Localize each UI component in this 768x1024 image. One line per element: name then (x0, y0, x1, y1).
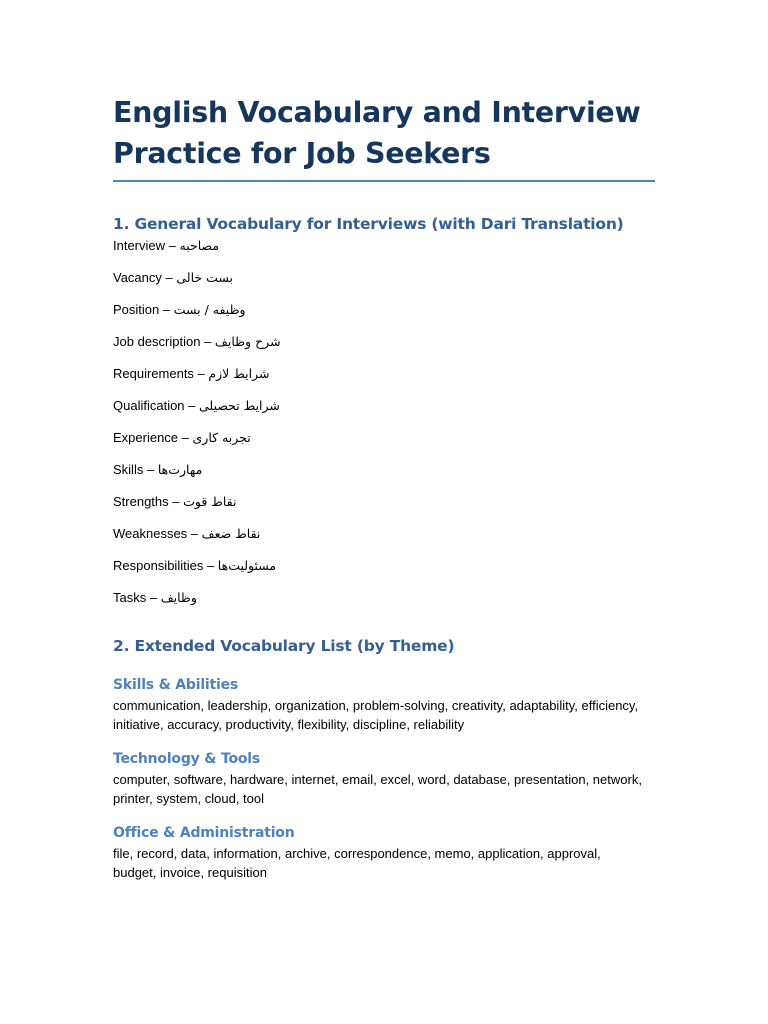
vocab-item (113, 334, 655, 350)
vocab-dari: وظایف (160, 590, 197, 605)
title-underline (113, 180, 655, 182)
vocab-item (113, 398, 655, 414)
vocab-item (113, 526, 655, 542)
vocab-dari: نقاط ضعف (201, 526, 261, 541)
vocab-english: Tasks (113, 590, 147, 605)
vocab-english: Skills (113, 462, 144, 477)
vocab-item (113, 302, 655, 318)
vocab-english: Interview (113, 238, 166, 253)
vocab-separator: – (187, 526, 202, 541)
vocab-english: Qualification (113, 398, 185, 413)
vocab-item (113, 270, 655, 286)
vocab-dari: تجربه کاری (192, 430, 251, 445)
vocab-separator: – (178, 430, 193, 445)
vocab-item (113, 590, 655, 606)
vocab-separator: – (161, 270, 177, 285)
vocab-separator: – (159, 302, 174, 317)
vocab-item (113, 494, 655, 510)
theme-heading-skills: Skills & Abilities (113, 677, 239, 693)
vocab-separator: – (143, 462, 158, 477)
vocab-dari: شرح وظایف (214, 334, 281, 349)
vocab-dari: مصاحبه (179, 238, 220, 253)
vocab-dari: مهارت‌ها (157, 462, 203, 477)
vocab-dari: وظیفه / بست (173, 302, 246, 317)
vocab-separator: – (193, 366, 209, 381)
vocab-dari: بست خالی (176, 270, 234, 285)
vocab-english: Position (113, 302, 160, 317)
theme-words-office: file, record, data, information, archive, correspondence, memo, application, approval, budget, invoice, requisition (113, 846, 601, 880)
general-vocabulary-list (113, 238, 655, 606)
vocab-separator: – (203, 558, 218, 573)
document-title: English Vocabulary and Interview Practice for Job Seekers (113, 96, 641, 170)
vocab-english: Requirements (113, 366, 194, 381)
vocab-separator: – (165, 238, 180, 253)
vocab-separator: – (168, 494, 184, 509)
document-page (113, 92, 655, 882)
vocab-english: Responsibilities (113, 558, 204, 573)
vocab-item (113, 366, 655, 382)
theme-heading-technology: Technology & Tools (113, 751, 261, 767)
section-1-heading: 1. General Vocabulary for Interviews (with Dari Translation) (113, 215, 624, 233)
theme-words-technology: computer, software, hardware, internet, email, excel, word, database, presentation, network, printer, system, cloud, tool (113, 772, 642, 806)
theme-heading-office: Office & Administration (113, 825, 295, 841)
vocab-dari: نقاط قوت (183, 494, 237, 509)
vocab-item (113, 462, 655, 478)
vocab-dari: شرایط تحصیلی (199, 398, 280, 413)
vocab-english: Weaknesses (113, 526, 188, 541)
vocab-english: Experience (113, 430, 179, 445)
vocab-separator: – (200, 334, 215, 349)
theme-words-skills: communication, leadership, organization, problem-solving, creativity, adaptability, efficiency, initiative, accuracy, productivity, flexibility, discipline, reliability (113, 698, 639, 732)
vocab-separator: – (184, 398, 200, 413)
section-2-heading: 2. Extended Vocabulary List (by Theme) (113, 637, 455, 655)
vocab-dari: مسئولیت‌ها (217, 558, 277, 573)
vocab-item (113, 430, 655, 446)
vocab-english: Job description (113, 334, 201, 349)
vocab-item (113, 238, 655, 254)
vocab-dari: شرایط لازم (208, 366, 270, 381)
vocab-english: Vacancy (113, 270, 162, 285)
vocab-english: Strengths (113, 494, 169, 509)
vocab-separator: – (146, 590, 161, 605)
vocab-item (113, 558, 655, 574)
